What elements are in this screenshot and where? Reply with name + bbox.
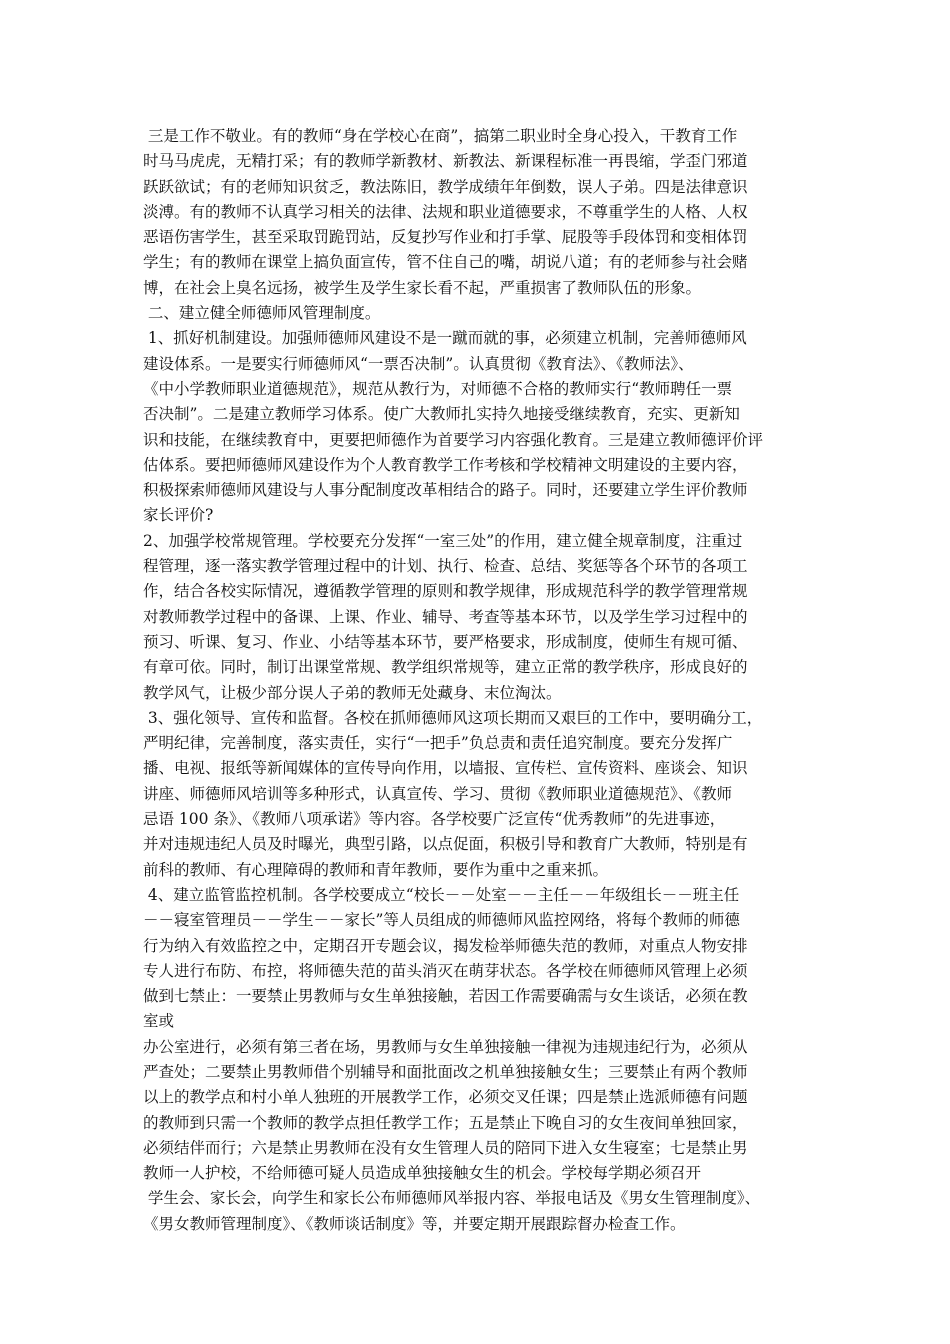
text-line: 建设体系。一是要实行师德师风“一票否决制”。认真贯彻《教育法》、《教师法》、 xyxy=(143,354,694,373)
text-line: 程管理，逐一落实教学管理过程中的计划、执行、检查、总结、奖惩等各个环节的各项工 xyxy=(143,557,748,576)
text-line: 学生；有的教师在课堂上搞负面宣传，管不住自己的嘴，胡说八道；有的老师参与社会赌 xyxy=(143,253,748,272)
text-line: 前科的教师、有心理障碍的教师和青年教师，要作为重中之重来抓。 xyxy=(143,860,609,879)
text-line: 4、建立监管监控机制。各学校要成立“校长－－处室－－主任－－年级组长－－班主任 xyxy=(143,885,740,904)
document-page xyxy=(143,124,813,1237)
text-line: 室或 xyxy=(143,1012,175,1031)
text-line: 《男女教师管理制度》、《教师谈话制度》等，并要定期开展跟踪督办检查工作。 xyxy=(143,1214,686,1233)
text-line: 1、抓好机制建设。加强师德师风建设不是一蹴而就的事，必须建立机制，完善师德师风 xyxy=(143,329,747,348)
text-line: 恶语伤害学生，甚至采取罚跪罚站，反复抄写作业和打手掌、屁股等手段体罚和变相体罚 xyxy=(143,228,748,247)
text-line: 做到七禁止：一要禁止男教师与女生单独接触，若因工作需要确需与女生谈话，必须在教 xyxy=(143,987,748,1006)
text-line: 专人进行布防、布控，将师德失范的苗头消灭在萌芽状态。各学校在师德师风管理上必须 xyxy=(143,961,748,980)
text-line: 有章可依。同时，制订出课堂常规、教学组织常规等，建立正常的教学秩序，形成良好的 xyxy=(143,658,748,677)
text-line: 3、强化领导、宣传和监督。各校在抓师德师风这项长期而又艰巨的工作中，要明确分工， xyxy=(143,708,763,727)
text-line: 必须结伴而行；六是禁止男教师在没有女生管理人员的陪同下进入女生寝室；七是禁止男 xyxy=(143,1138,748,1157)
text-line: 行为纳入有效监控之中，定期召开专题会议，揭发检举师德失范的教师，对重点人物安排 xyxy=(143,936,748,955)
text-line: 办公室进行，必须有第三者在场，男教师与女生单独接触一律视为违规违纪行为，必须从 xyxy=(143,1037,748,1056)
text-line: 家长评价? xyxy=(143,506,214,525)
text-line: 的教师到只需一个教师的教学点担任教学工作；五是禁止下晚自习的女生夜间单独回家， xyxy=(143,1113,748,1132)
text-line: 《中小学教师职业道德规范》，规范从教行为，对师德不合格的教师实行“教师聘任一票 xyxy=(143,379,733,398)
text-line: 否决制”。二是建立教师学习体系。使广大教师扎实持久地接受继续教育，充实、更新知 xyxy=(143,405,740,424)
text-line: 播、电视、报纸等新闻媒体的宣传导向作用，以墙报、宣传栏、宣传资料、座谈会、知识 xyxy=(143,759,748,778)
text-line: 讲座、师德师风培训等多种形式，认真宣传、学习、贯彻《教师职业道德规范》、《教师 xyxy=(143,784,733,803)
section-heading: 二、建立健全师德师风管理制度。 xyxy=(143,304,381,323)
text-line: 估体系。要把师德师风建设作为个人教育教学工作考核和学校精神文明建设的主要内容， xyxy=(143,455,748,474)
text-line: 预习、听课、复习、作业、小结等基本环节，要严格要求，形成制度，使师生有规可循、 xyxy=(143,632,748,651)
text-line: 严查处；二要禁止男教师借个别辅导和面批面改之机单独接触女生；三要禁止有两个教师 xyxy=(143,1062,748,1081)
text-line: 淡溥。有的教师不认真学习相关的法律、法规和职业道德要求，不尊重学生的人格、人权 xyxy=(143,202,748,221)
text-line: 三是工作不敬业。有的教师“身在学校心在商”，搞第二职业时全身心投入，干教育工作 xyxy=(143,127,738,145)
text-line: 跃跃欲试；有的老师知识贫乏，教法陈旧，教学成绩年年倒数，误人子弟。四是法律意识 xyxy=(143,177,748,196)
text-line: 博，在社会上臭名远扬，被学生及学生家长看不起，严重损害了教师队伍的形象。 xyxy=(143,278,702,297)
text-line: 2、加强学校常规管理。学校要充分发挥“一室三处”的作用，建立健全规章制度，注重过 xyxy=(143,531,743,550)
text-line: 对教师教学过程中的备课、上课、作业、辅导、考查等基本环节，以及学生学习过程中的 xyxy=(143,607,748,626)
text-line: 时马马虎虎，无精打采；有的教师学新教材、新教法、新课程标准一再畏缩，学歪门邪道 xyxy=(143,152,748,171)
text-line: 积极探索师德师风建设与人事分配制度改革相结合的路子。同时，还要建立学生评价教师 xyxy=(143,481,748,500)
text-line: 识和技能，在继续教育中，更要把师德作为首要学习内容强化教育。三是建立教师德评价评 xyxy=(143,430,764,449)
text-line: 作，结合各校实际情况，遵循教学管理的原则和教学规律，形成规范科学的教学管理常规 xyxy=(143,582,748,601)
text-line: 忌语 100 条》、《教师八项承诺》等内容。各学校要广泛宣传“优秀教师”的先进事迹， xyxy=(143,810,726,829)
text-line: －－寝室管理员－－学生－－家长”等人员组成的师德师风监控网络，将每个教师的师德 xyxy=(143,911,740,930)
text-line: 严明纪律，完善制度，落实责任，实行“一把手”负总责和责任追究制度。要充分发挥广 xyxy=(143,734,733,753)
text-line: 并对违规违纪人员及时曝光，典型引路，以点促面，积极引导和教育广大教师，特别是有 xyxy=(143,835,748,854)
text-line: 教学风气，让极少部分误人子弟的教师无处藏身、末位淘汰。 xyxy=(143,683,562,702)
text-line: 以上的教学点和村小单人独班的开展教学工作，必须交叉任课；四是禁止选派师德有问题 xyxy=(143,1088,748,1107)
text-line: 学生会、家长会，向学生和家长公布师德师风举报内容、举报电话及《男女生管理制度》、 xyxy=(143,1189,761,1208)
text-line: 教师一人护校，不给师德可疑人员造成单独接触女生的机会。学校每学期必须召开 xyxy=(143,1164,702,1183)
